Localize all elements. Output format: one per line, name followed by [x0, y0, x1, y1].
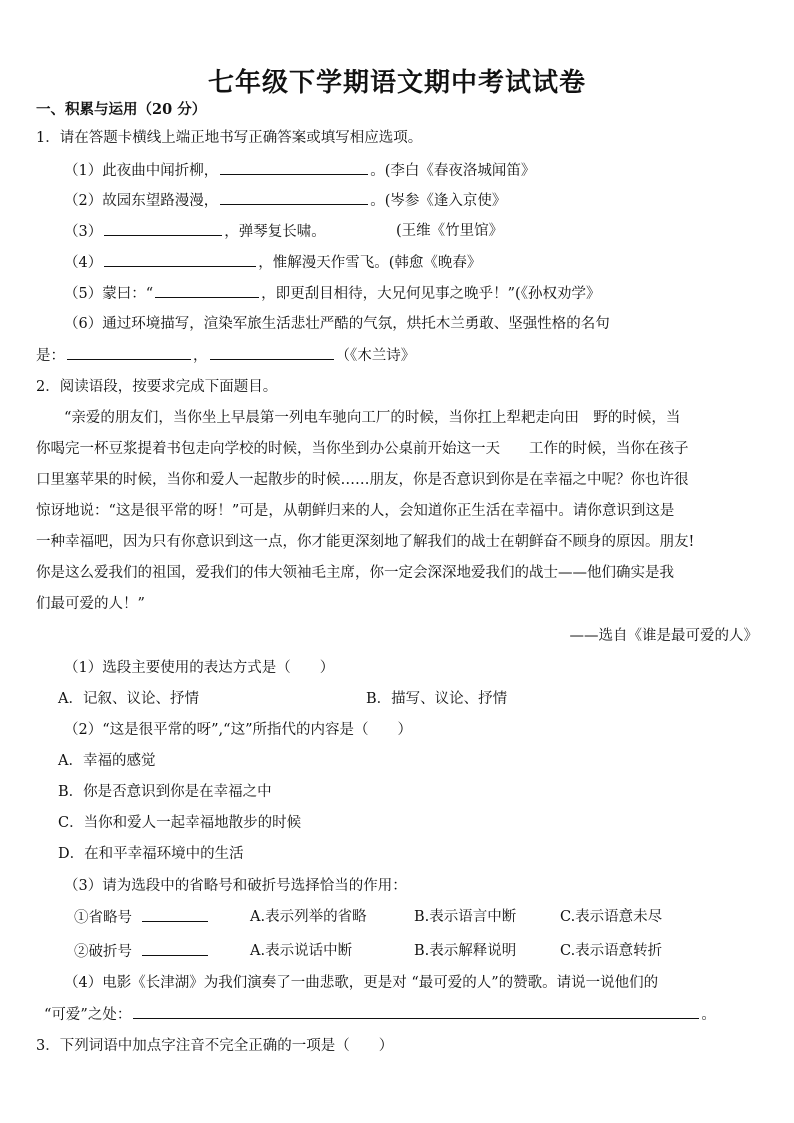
- passage-line: 们最可爱的人！”: [36, 596, 145, 612]
- q2-sub2-option-d[interactable]: D．在和平幸福环境中的生活: [58, 846, 244, 862]
- section-heading: 一、积累与运用（20 分）: [36, 101, 207, 118]
- passage-line: 惊讶地说：“这是很平常的呀！”可是，从朝鲜归来的人，会知道你正生活在幸福中。请你意识到这是: [36, 503, 675, 519]
- q2-sub2-stem: （2）“这是很平常的呀”,“这”所指代的内容是（ ）: [64, 722, 412, 738]
- dash-option-a[interactable]: A.表示说话中断: [250, 943, 353, 959]
- q1-item-5: （5）蒙曰：“ ，即更刮目相待，大兄何见事之晚乎！”(《孙权劝学》: [64, 283, 600, 304]
- answer-blank[interactable]: [67, 345, 191, 360]
- ellipsis-option-a[interactable]: A.表示列举的省略: [250, 909, 367, 925]
- question-2-stem: 2．阅读语段，按要求完成下面题目。: [36, 379, 278, 395]
- q2-sub2-option-a[interactable]: A．幸福的感觉: [58, 753, 156, 769]
- answer-blank[interactable]: [220, 160, 368, 175]
- q1-item-4: （4） ，惟解漫天作雪飞。(韩愈《晚春》: [64, 252, 481, 273]
- question-3-stem: 3．下列词语中加点字注音不完全正确的一项是（ ）: [36, 1038, 394, 1054]
- answer-blank[interactable]: [220, 190, 368, 205]
- q2-sub4-line1: （4）电影《长津湖》为我们演奏了一曲悲歌，更是对 “最可爱的人”的赞歌。请说一说他们的: [64, 975, 659, 991]
- q2-sub3-row-ellipsis: ①省略号: [74, 907, 210, 928]
- page-title: 七年级下学期语文期中考试试卷: [207, 68, 586, 98]
- passage-line: 口里塞苹果的时候，当你和爱人一起散步的时候……朋友，你是否意识到你是在幸福之中呢？你也许很: [36, 472, 689, 488]
- q2-sub1-option-a[interactable]: A．记叙、议论、抒情: [58, 691, 199, 707]
- ellipsis-option-c[interactable]: C.表示语意未尽: [560, 909, 663, 925]
- answer-blank[interactable]: [142, 907, 208, 922]
- passage-line: 你喝完一杯豆浆提着书包走向学校的时候，当你坐到办公桌前开始这一天 工作的时候，当你在孩子: [36, 441, 689, 457]
- q2-sub1-option-b[interactable]: B．描写、议论、抒情: [366, 691, 508, 707]
- passage-line: “亲爱的朋友们，当你坐上早晨第一列电车驰向工厂的时候，当你扛上犁耙走向田 野的时候，当: [64, 410, 681, 426]
- q1-item-3: （3） ，弹琴复长啸。: [64, 221, 326, 242]
- q1-item-2: （2）故园东望路漫漫， 。(岑参《逢入京使》: [64, 190, 506, 211]
- q1-item-6: （6）通过环境描写，渲染军旅生活悲壮严酷的气氛，烘托木兰勇敢、坚强性格的名句: [64, 316, 610, 332]
- q1-item-6-answer: 是： ， （《木兰诗》: [36, 345, 415, 366]
- answer-blank[interactable]: [155, 283, 259, 298]
- question-1-stem: 1．请在答题卡横线上端正地书写正确答案或填写相应选项。: [36, 130, 423, 146]
- q1-item-1: （1）此夜曲中闻折柳， 。(李白《春夜洛城闻笛》: [64, 160, 535, 181]
- q1-item-3-source: (王维《竹里馆》: [396, 223, 504, 239]
- answer-blank[interactable]: [210, 345, 334, 360]
- q2-sub3-stem: （3）请为选段中的省略号和破折号选择恰当的作用：: [64, 878, 407, 894]
- answer-blank[interactable]: [104, 221, 222, 236]
- dash-option-c[interactable]: C.表示语意转折: [560, 943, 663, 959]
- q2-sub4-line2: “可爱”之处： 。: [44, 1004, 716, 1025]
- answer-blank[interactable]: [104, 252, 256, 267]
- q2-sub1-stem: （1）选段主要使用的表达方式是（ ）: [64, 660, 335, 676]
- q2-sub2-option-b[interactable]: B．你是否意识到你是在幸福之中: [58, 784, 272, 800]
- ellipsis-option-b[interactable]: B.表示语言中断: [414, 909, 517, 925]
- q2-sub2-option-c[interactable]: C．当你和爱人一起幸福地散步的时候: [58, 815, 302, 831]
- answer-blank[interactable]: [133, 1004, 699, 1019]
- passage-line: 你是这么爱我们的祖国，爱我们的伟大领袖毛主席，你一定会深深地爱我们的战士——他们确实是我: [36, 565, 674, 581]
- answer-blank[interactable]: [142, 941, 208, 956]
- passage-source: ——选自《谁是最可爱的人》: [569, 628, 758, 644]
- passage-line: 一种幸福吧，因为只有你意识到这一点，你才能更深刻地了解我们的战士在朝鲜奋不顾身的原因。朋友!: [36, 534, 695, 550]
- dash-option-b[interactable]: B.表示解释说明: [414, 943, 517, 959]
- q2-sub3-row-dash: ②破折号: [74, 941, 210, 962]
